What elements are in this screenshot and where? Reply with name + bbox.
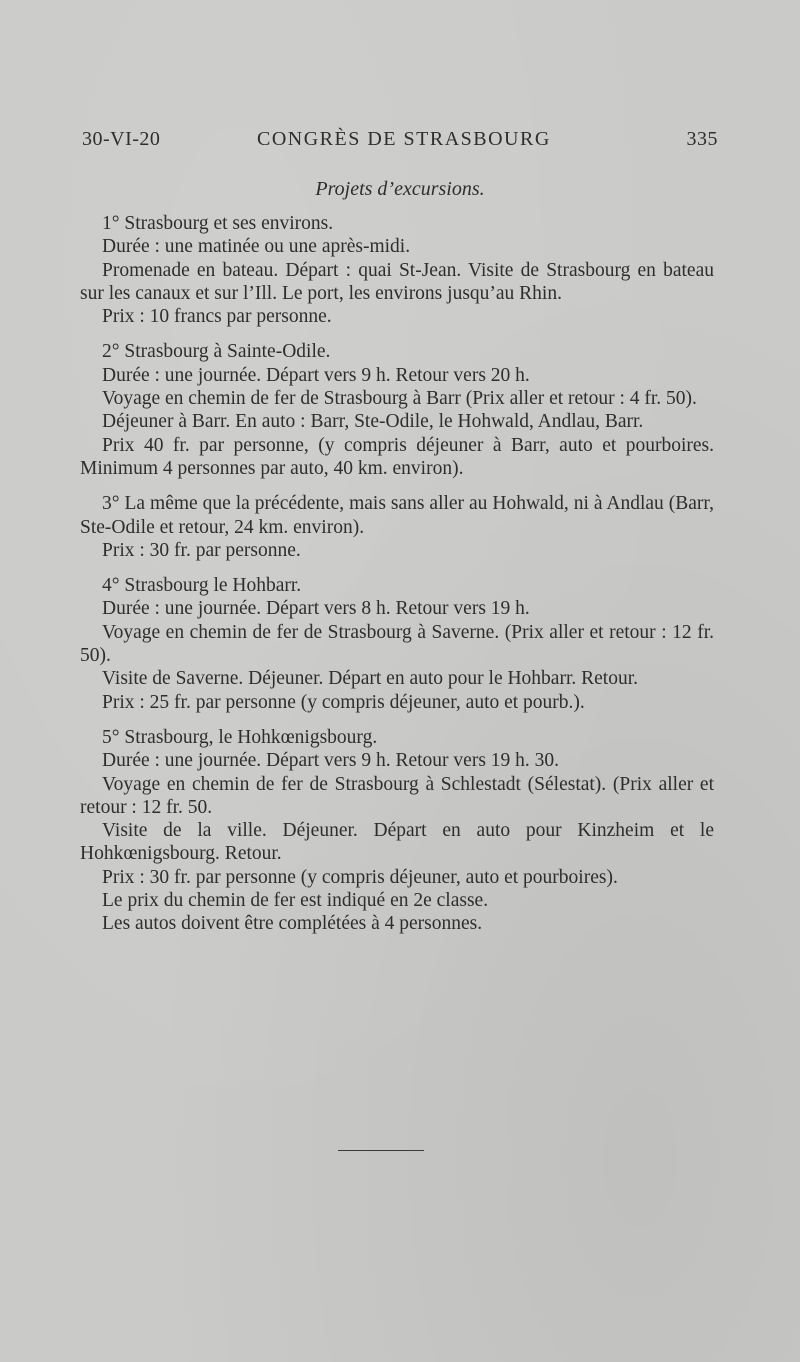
excursion-4-price: Prix : 25 fr. par personne (y compris déjeuner, auto et pourb.).	[102, 691, 585, 713]
excursion-5-duration: Durée : une journée. Départ vers 9 h. Retour vers 19 h. 30.	[102, 750, 560, 772]
rail-class-note: Le prix du chemin de fer est indiqué en 2e classe.	[102, 890, 489, 912]
excursion-2-duration: Durée : une journée. Départ vers 9 h. Retour vers 20 h.	[102, 364, 530, 386]
excursion-2-price: Prix 40 fr. par personne, (y compris déjeuner à Barr, auto et pourboires. Minimum 4 personnes par auto, 40 km. environ).	[80, 434, 714, 479]
paragraph-gap	[80, 328, 714, 340]
excursion-5-visit: Visite de la ville. Déjeuner. Départ en auto pour Kinzheim et le Hohkœnigsbourg. Retour.	[80, 820, 714, 865]
excursion-4-visit: Visite de Saverne. Déjeuner. Départ en auto pour le Hohbarr. Retour.	[102, 668, 638, 690]
paragraph-gap	[80, 714, 714, 726]
excursion-2-travel: Voyage en chemin de fer de Strasbourg à Barr (Prix aller et retour : 4 fr. 50).	[102, 388, 697, 410]
excursion-5	[80, 726, 714, 936]
excursion-1	[80, 212, 714, 328]
excursion-1-title: 1° Strasbourg et ses environs.	[102, 213, 334, 234]
excursion-2-title: 2° Strasbourg à Sainte-Odile.	[102, 341, 331, 363]
excursion-5-price: Prix : 30 fr. par personne (y compris déjeuner, auto et pourboires).	[102, 866, 618, 888]
excursion-1-price: Prix : 10 francs par personne.	[102, 306, 332, 328]
paragraph-gap	[80, 480, 714, 492]
section-title: Projets d’excursions.	[315, 178, 485, 200]
excursion-3-price: Prix : 30 fr. par personne.	[102, 539, 301, 561]
closing-rule	[338, 1150, 424, 1151]
excursion-4-travel: Voyage en chemin de fer de Strasbourg à Saverne. (Prix aller et retour : 12 fr. 50).	[80, 621, 714, 667]
excursion-list	[80, 212, 714, 936]
excursion-5-travel: Voyage en chemin de fer de Strasbourg à Schlestadt (Sélestat). (Prix aller et retour : 12 fr. 50.	[80, 773, 714, 818]
running-head	[82, 128, 718, 156]
car-capacity-note: Les autos doivent être complétées à 4 personnes.	[102, 913, 483, 935]
excursion-1-description: Promenade en bateau. Départ : quai St-Jean. Visite de Strasbourg en bateau sur les canaux et sur l’Ill. Le port, les environs jusqu’au Rhin.	[80, 259, 714, 304]
paragraph-gap	[80, 562, 714, 574]
excursion-2	[80, 340, 714, 480]
excursion-4	[80, 574, 714, 714]
excursion-3	[80, 492, 714, 562]
excursion-2-lunch: Déjeuner à Barr. En auto : Barr, Ste-Odile, le Hohwald, Andlau, Barr.	[102, 411, 644, 433]
excursion-1-duration: Durée : une matinée ou une après-midi.	[102, 236, 411, 258]
excursion-3-title: 3° La même que la précédente, mais sans aller au Hohwald, ni à Andlau (Barr, Ste-Odile et retour, 24 km. environ).	[80, 493, 714, 538]
header-date: 30-VI-20	[82, 128, 161, 150]
header-title: CONGRÈS DE STRASBOURG	[257, 128, 551, 150]
excursion-4-duration: Durée : une journée. Départ vers 8 h. Retour vers 19 h.	[102, 598, 530, 620]
page-number: 335	[686, 128, 718, 150]
excursion-5-title: 5° Strasbourg, le Hohkœnigsbourg.	[102, 726, 378, 748]
excursion-4-title: 4° Strasbourg le Hohbarr.	[102, 575, 302, 597]
